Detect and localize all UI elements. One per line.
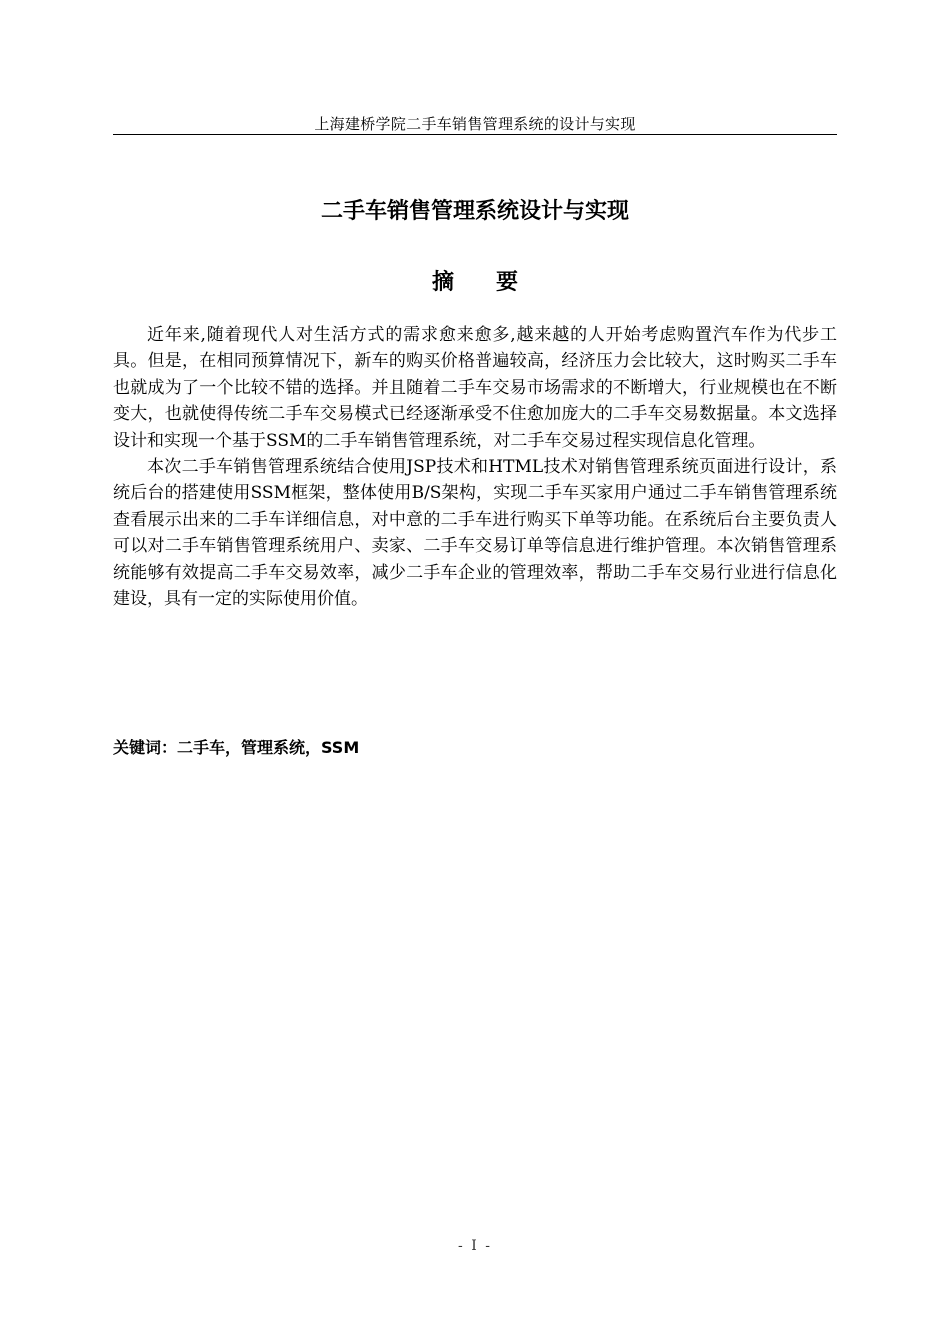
document-title: 二手车销售管理系统设计与实现 xyxy=(320,199,629,224)
abstract-heading: 摘要 xyxy=(431,270,560,295)
header-divider xyxy=(113,134,837,135)
keywords-line: 关键词：二手车，管理系统，SSM xyxy=(113,738,360,757)
running-header: 上海建桥学院二手车销售管理系统的设计与实现 xyxy=(314,115,636,133)
abstract-body xyxy=(113,322,837,612)
page-number: - I - xyxy=(458,1238,492,1254)
abstract-paragraph: 本次二手车销售管理系统结合使用JSP技术和HTML技术对销售管理系统页面进行设计，系统后台的搭建使用SSM框架，整体使用B/S架构，实现二手车买家用户通过二手车销售管理系统查看展示出来的二手车详细信息，对中意的二手车进行购买下单等功能。在系统后台主要负责人可以对二手车销售管理系统用户、卖家、二手车交易订单等信息进行维护管理。本次销售管理系统能够有效提高二手车交易效率，减少二手车企业的管理效率，帮助二手车交易行业进行信息化建设，具有一定的实际使用价值。 xyxy=(113,457,837,610)
abstract-paragraph: 近年来,随着现代人对生活方式的需求愈来愈多,越来越的人开始考虑购置汽车作为代步工具。但是，在相同预算情况下，新车的购买价格普遍较高，经济压力会比较大，这时购买二手车也就成为了一个比较不错的选择。并且随着二手车交易市场需求的不断增大，行业规模也在不断变大，也就使得传统二手车交易模式已经逐渐承受不住愈加庞大的二手车交易数据量。本文选择设计和实现一个基于SSM的二手车销售管理系统，对二手车交易过程实现信息化管理。 xyxy=(113,325,837,451)
